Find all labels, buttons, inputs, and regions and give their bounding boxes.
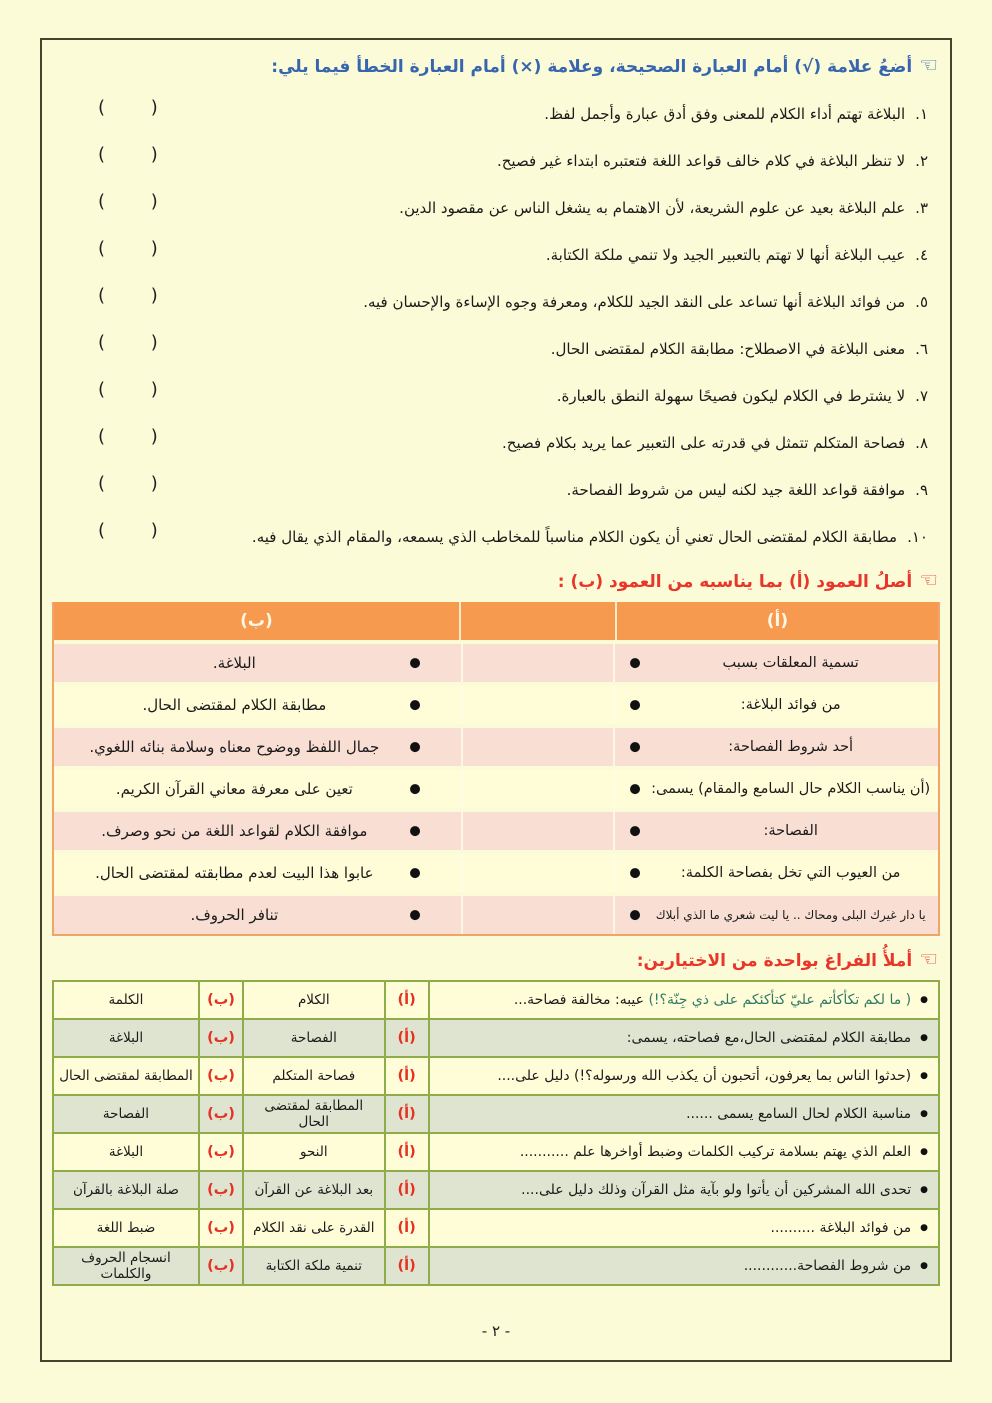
answer-parentheses[interactable]: ( ) [98, 238, 158, 259]
match-row [54, 896, 938, 934]
match-item-a-text: تسمية المعلقات بسبب [722, 655, 859, 671]
question-bullet: ● [920, 1109, 928, 1119]
question-bullet: ● [920, 1261, 928, 1271]
question-bullet: ● [920, 995, 928, 1005]
statement-number: ٢. [915, 152, 928, 170]
match-cell-b [54, 728, 461, 766]
match-cell-b [54, 854, 461, 892]
match-bullet[interactable]: ● [629, 865, 641, 881]
choice-heading [52, 947, 938, 971]
match-item-b-text: البلاغة. [212, 654, 256, 672]
match-cell-a [615, 770, 938, 808]
label-a-cell: (أ) [386, 1096, 430, 1132]
truefalse-heading [52, 53, 938, 77]
match-cell-a [615, 728, 938, 766]
question-text: العلم الذي يهتم بسلامة تركيب الكلمات وضبط أواخرها علم ........... [519, 1144, 912, 1160]
match-heading [52, 568, 938, 592]
match-bullet[interactable]: ● [629, 781, 641, 797]
match-bullet[interactable]: ● [629, 907, 641, 923]
answer-parentheses[interactable]: ( ) [98, 97, 158, 118]
option-b-cell[interactable]: انسجام الحروف والكلمات [54, 1248, 200, 1284]
match-header-column-a: (أ) [766, 611, 789, 631]
question-bullet: ● [920, 1185, 928, 1195]
statement-text: ٤.عيب البلاغة أنها لا تهتم بالتعبير الجيد ولا تنمي ملكة الكتابة. [545, 246, 928, 264]
label-a-cell: (أ) [386, 1248, 430, 1284]
statement-row [52, 426, 940, 457]
match-row [54, 686, 938, 724]
statement-number: ٥. [915, 293, 928, 311]
pointing-hand-icon: ☜ [919, 53, 938, 77]
match-bullet[interactable]: ● [409, 865, 421, 881]
match-bullet[interactable]: ● [409, 781, 421, 797]
question-cell [430, 1210, 938, 1246]
match-cell-spacer [461, 854, 616, 892]
statement-row [52, 238, 940, 269]
option-b-cell[interactable]: الفصاحة [54, 1096, 200, 1132]
match-cell-b [54, 770, 461, 808]
label-a-cell: (أ) [386, 1020, 430, 1056]
match-cell-a [615, 896, 938, 934]
question-text: من شروط الفصاحة............ [743, 1258, 912, 1274]
statement-row [52, 144, 940, 175]
match-item-b-text: موافقة الكلام لقواعد اللغة من نحو وصرف. [101, 822, 368, 840]
label-b-cell: (ب) [200, 1096, 244, 1132]
answer-parentheses[interactable]: ( ) [98, 285, 158, 306]
statement-number: ٣. [915, 199, 928, 217]
statement-number: ١٠. [907, 528, 928, 546]
option-b-cell[interactable]: ضبط اللغة [54, 1210, 200, 1246]
answer-parentheses[interactable]: ( ) [98, 426, 158, 447]
label-b-cell: (ب) [200, 1172, 244, 1208]
match-item-a-text: من العيوب التي تخل بفصاحة الكلمة: [680, 865, 901, 881]
question-cell [430, 1096, 938, 1132]
match-row [54, 812, 938, 850]
question-text: (حدثوا الناس بما يعرفون، أتحبون أن يكذب الله ورسوله؟!) دليل على.... [497, 1068, 912, 1084]
match-row [54, 644, 938, 682]
match-cell-spacer [461, 686, 616, 724]
question-quote: ( ما لكم تكأكأتم عليّ كتأكئكم على ذي جِنّة؟!) [644, 992, 912, 1008]
label-b-cell: (ب) [200, 1210, 244, 1246]
match-item-b-text: عابوا هذا البيت لعدم مطابقته لمقتضى الحال. [95, 864, 374, 882]
truefalse-list [52, 97, 940, 551]
statement-text: ٩.موافقة قواعد اللغة جيد لكنه ليس من شروط الفصاحة. [566, 481, 928, 499]
match-item-b-text: تعين على معرفة معاني القرآن الكريم. [115, 780, 353, 798]
match-rows [54, 644, 938, 934]
option-a-cell[interactable]: النحو [244, 1134, 385, 1170]
statement-text: ٦.معنى البلاغة في الاصطلاح: مطابقة الكلام لمقتضى الحال. [550, 340, 928, 358]
match-cell-b [54, 896, 461, 934]
match-row [54, 770, 938, 808]
label-b-cell: (ب) [200, 1248, 244, 1284]
question-bullet: ● [920, 1071, 928, 1081]
question-bullet: ● [920, 1147, 928, 1157]
match-cell-a [615, 854, 938, 892]
label-b-cell: (ب) [200, 1020, 244, 1056]
statement-row [52, 332, 940, 363]
statement-row [52, 97, 940, 128]
choice-row [54, 1170, 938, 1208]
choice-row [54, 1056, 938, 1094]
statement-row [52, 520, 940, 551]
option-a-cell[interactable]: بعد البلاغة عن القرآن [244, 1172, 385, 1208]
statement-row [52, 285, 940, 316]
label-b-cell: (ب) [200, 1058, 244, 1094]
match-item-a-text: (أن يناسب الكلام حال السامع والمقام) يسمى: [651, 781, 931, 797]
match-item-b-text: مطابقة الكلام لمقتضى الحال. [142, 696, 327, 714]
match-cell-spacer [461, 644, 616, 682]
match-cell-a [615, 644, 938, 682]
statement-text: ١٠.مطابقة الكلام لمقتضى الحال تعني أن يكون الكلام مناسباً للمخاطب الذي يسمعه، والمقام الذي يقال فيه. [251, 528, 928, 546]
match-bullet[interactable]: ● [409, 907, 421, 923]
statement-row [52, 191, 940, 222]
match-bullet[interactable]: ● [409, 823, 421, 839]
option-b-cell[interactable]: الكلمة [54, 982, 200, 1018]
question-text: مطابقة الكلام لمقتضى الحال،مع فصاحته، يسمى: [626, 1030, 912, 1046]
label-b-cell: (ب) [200, 1134, 244, 1170]
choice-row [54, 1018, 938, 1056]
match-item-a-text: الفصاحة: [763, 823, 818, 839]
match-item-a-text: يا دار غيرك البلى ومحاك .. يا ليت شعري ما الذي أبلاك [655, 908, 926, 922]
match-header-spacer [459, 602, 617, 640]
option-a-cell[interactable]: المطابقة لمقتضى الحال [244, 1096, 385, 1132]
choice-row [54, 1246, 938, 1284]
question-bullet: ● [920, 1223, 928, 1233]
option-a-cell[interactable]: القدرة على نقد الكلام [244, 1210, 385, 1246]
page-number: - ٢ - [481, 1322, 511, 1340]
match-row [54, 854, 938, 892]
question-cell [430, 1020, 938, 1056]
statement-row [52, 379, 940, 410]
statement-row [52, 473, 940, 504]
statement-number: ٩. [915, 481, 928, 499]
match-item-a-text: من فوائد البلاغة: [740, 697, 841, 713]
label-a-cell: (أ) [386, 1058, 430, 1094]
question-bullet: ● [920, 1033, 928, 1043]
question-cell [430, 1134, 938, 1170]
statement-number: ٨. [915, 434, 928, 452]
answer-parentheses[interactable]: ( ) [98, 144, 158, 165]
statement-number: ٧. [915, 387, 928, 405]
match-bullet[interactable]: ● [409, 739, 421, 755]
match-header-column-b: (ب) [240, 611, 273, 631]
question-cell [430, 1248, 938, 1284]
statement-text: ٨.فصاحة المتكلم تتمثل في قدرته على التعبير عما يريد بكلام فصيح. [502, 434, 928, 452]
worksheet-page [40, 38, 952, 1362]
match-bullet[interactable]: ● [629, 823, 641, 839]
answer-parentheses[interactable]: ( ) [98, 191, 158, 212]
match-bullet[interactable]: ● [629, 739, 641, 755]
match-table [52, 602, 940, 936]
match-bullet[interactable]: ● [629, 697, 641, 713]
match-row [54, 728, 938, 766]
statement-number: ١. [915, 105, 928, 123]
statement-number: ٦. [915, 340, 928, 358]
match-item-a-text: أحد شروط الفصاحة: [728, 739, 854, 755]
statement-text: ١.البلاغة تهتم أداء الكلام للمعنى وفق أدق عبارة وأجمل لفظ. [544, 105, 928, 123]
label-a-cell: (أ) [386, 1210, 430, 1246]
truefalse-heading-text: أضعُ علامة (√) أمام العبارة الصحيحة، وعلامة (×) أمام العبارة الخطأ فيما يلي: [271, 56, 913, 77]
option-b-cell[interactable]: المطابقة لمقتضى الحال [54, 1058, 200, 1094]
statement-text: ٣.علم البلاغة بعيد عن علوم الشريعة، لأن الاهتمام به يشغل الناس عن مقصود الدين. [399, 199, 928, 217]
question-cell [430, 1172, 938, 1208]
match-cell-b [54, 812, 461, 850]
label-a-cell: (أ) [386, 982, 430, 1018]
answer-parentheses[interactable]: ( ) [98, 520, 158, 541]
statement-text: ٢.لا تنظر البلاغة في كلام خالف قواعد اللغة فتعتبره ابتداء غير فصيح. [496, 152, 928, 170]
answer-parentheses[interactable]: ( ) [98, 473, 158, 494]
match-table-header [54, 602, 938, 640]
option-b-cell[interactable]: البلاغة [54, 1134, 200, 1170]
label-b-cell: (ب) [200, 982, 244, 1018]
match-cell-spacer [461, 728, 616, 766]
answer-parentheses[interactable]: ( ) [98, 379, 158, 400]
match-cell-a [615, 686, 938, 724]
option-a-cell[interactable]: الكلام [244, 982, 385, 1018]
match-cell-spacer [461, 770, 616, 808]
match-bullet[interactable]: ● [409, 697, 421, 713]
choice-table [52, 980, 940, 1286]
match-cell-spacer [461, 812, 616, 850]
statement-text: ٧.لا يشترط في الكلام ليكون فصيحًا سهولة النطق بالعبارة. [556, 387, 928, 405]
match-bullet[interactable]: ● [629, 655, 641, 671]
choice-row [54, 1132, 938, 1170]
label-a-cell: (أ) [386, 1134, 430, 1170]
match-cell-b [54, 686, 461, 724]
question-text: مناسبة الكلام لحال السامع يسمى ...... [686, 1106, 912, 1122]
option-b-cell[interactable]: صلة البلاغة بالقرآن [54, 1172, 200, 1208]
question-text: تحدى الله المشركين أن يأتوا ولو بآية مثل القرآن وذلك دليل على.... [521, 1182, 912, 1198]
option-a-cell[interactable]: تنمية ملكة الكتابة [244, 1248, 385, 1284]
pointing-hand-icon: ☜ [919, 947, 938, 971]
match-bullet[interactable]: ● [409, 655, 421, 671]
option-a-cell[interactable]: فصاحة المتكلم [244, 1058, 385, 1094]
choice-row [54, 1094, 938, 1132]
answer-parentheses[interactable]: ( ) [98, 332, 158, 353]
match-heading-text: أصلُ العمود (أ) بما يناسبه من العمود (ب) : [557, 571, 913, 592]
match-item-b-text: تنافر الحروف. [190, 906, 279, 924]
question-cell [430, 1058, 938, 1094]
option-a-cell[interactable]: الفصاحة [244, 1020, 385, 1056]
question-text: ( ما لكم تكأكأتم عليّ كتأكئكم على ذي جِنّة؟!) عيبه: مخالفة فصاحة... [513, 992, 912, 1008]
question-text: من فوائد البلاغة .......... [770, 1220, 912, 1236]
match-cell-b [54, 644, 461, 682]
pointing-hand-icon: ☜ [919, 568, 938, 592]
label-a-cell: (أ) [386, 1172, 430, 1208]
statement-number: ٤. [915, 246, 928, 264]
statement-text: ٥.من فوائد البلاغة أنها تساعد على النقد الجيد للكلام، ومعرفة وجوه الإساءة والإحسان فيه. [363, 293, 928, 311]
match-cell-a [615, 812, 938, 850]
choice-row [54, 1208, 938, 1246]
match-item-b-text: جمال اللفظ ووضوح معناه وسلامة بنائه اللغوي. [89, 738, 380, 756]
question-cell [430, 982, 938, 1018]
match-cell-spacer [461, 896, 616, 934]
option-b-cell[interactable]: البلاغة [54, 1020, 200, 1056]
choice-heading-text: أملأُ الفراغ بواحدة من الاختيارين: [636, 950, 913, 971]
choice-row [54, 982, 938, 1018]
